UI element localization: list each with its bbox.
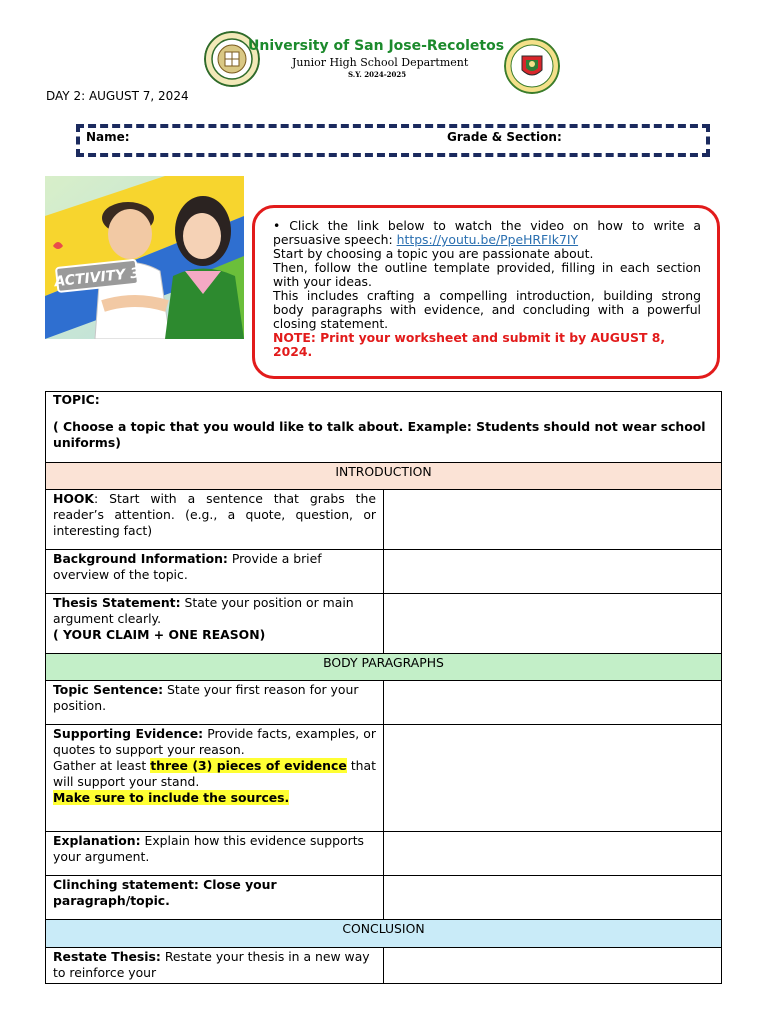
activity-illustration xyxy=(45,176,244,339)
submission-note: NOTE: Print your worksheet and submit it by AUGUST 8, 2024. xyxy=(273,330,666,359)
video-link[interactable]: https://youtu.be/PpeHRFIk7IY xyxy=(396,232,579,247)
instructions-box xyxy=(252,205,720,379)
explanation-label: Explanation: xyxy=(53,833,141,848)
restate-thesis-answer-cell[interactable] xyxy=(384,948,722,984)
explanation-prompt xyxy=(46,832,384,876)
university-name: University of San Jose-Recoletos xyxy=(248,38,505,54)
thesis-text: State your position or main argument clearly. xyxy=(53,595,354,626)
name-label: Name: xyxy=(86,130,130,144)
introduction-header: INTRODUCTION xyxy=(46,463,722,490)
evidence-highlight: three (3) pieces of evidence xyxy=(150,758,347,773)
background-answer-cell[interactable] xyxy=(384,550,722,594)
background-label: Background Information: xyxy=(53,551,228,566)
explanation-text: Explain how this evidence supports your argument. xyxy=(53,833,365,864)
clinching-prompt xyxy=(46,876,384,920)
thesis-label: Thesis Statement: xyxy=(53,595,181,610)
evidence-text: Provide facts, examples, or quotes to support your reason. xyxy=(53,726,376,757)
body-paragraphs-header: BODY PARAGRAPHS xyxy=(46,654,722,681)
topic-instruction: ( Choose a topic that you would like to talk about. Example: Students should not wear school uniforms) xyxy=(53,419,706,450)
topic-label: TOPIC: xyxy=(53,392,100,407)
instruction-video: • Click the link below to watch the video on how to write a persuasive speech: xyxy=(273,218,701,247)
school-year: S.Y. 2024-2025 xyxy=(348,70,407,79)
clinching-label: Clinching statement: Close your paragraph/topic. xyxy=(53,877,277,908)
outline-worksheet-table xyxy=(45,391,722,984)
department-name: Junior High School Department xyxy=(292,56,469,69)
instruction-choose-topic: Start by choosing a topic you are passionate about. xyxy=(273,246,594,261)
explanation-answer-cell[interactable] xyxy=(384,832,722,876)
thesis-claim: ( YOUR CLAIM + ONE REASON) xyxy=(53,627,266,642)
thesis-answer-cell[interactable] xyxy=(384,594,722,654)
name-grade-box xyxy=(76,124,710,157)
hook-prompt xyxy=(46,490,384,550)
background-prompt xyxy=(46,550,384,594)
conclusion-header: CONCLUSION xyxy=(46,920,722,948)
hook-text: : Start with a sentence that grabs the reader’s attention. (e.g., a quote, question, or interesting fact) xyxy=(53,491,376,538)
evidence-sources-note: Make sure to include the sources. xyxy=(53,790,290,805)
evidence-gather-post: that will support your stand. xyxy=(53,758,376,789)
evidence-gather-pre: Gather at least xyxy=(53,758,151,773)
background-text: Provide a brief overview of the topic. xyxy=(53,551,322,582)
day-label: DAY 2: AUGUST 7, 2024 xyxy=(46,89,189,103)
evidence-label: Supporting Evidence: xyxy=(53,726,204,741)
restate-thesis-prompt xyxy=(46,948,384,984)
supporting-evidence-prompt xyxy=(46,725,384,832)
supporting-evidence-answer-cell[interactable] xyxy=(384,725,722,832)
jhs-department-seal-logo xyxy=(504,38,560,94)
activity-badge-text: ACTIVITY 3 xyxy=(53,265,141,291)
topic-sentence-text: State your first reason for your position. xyxy=(53,682,359,713)
topic-cell[interactable] xyxy=(46,392,722,463)
grade-section-label: Grade & Section: xyxy=(447,130,562,144)
topic-sentence-label: Topic Sentence: xyxy=(53,682,164,697)
topic-sentence-prompt xyxy=(46,681,384,725)
thesis-prompt xyxy=(46,594,384,654)
instruction-follow-template: Then, follow the outline template provided, filling in each section with your ideas. xyxy=(273,260,701,289)
hook-answer-cell[interactable] xyxy=(384,490,722,550)
instruction-crafting: This includes crafting a compelling introduction, building strong body paragraphs with evidence, and concluding with a powerful closing statement. xyxy=(273,288,701,331)
topic-sentence-answer-cell[interactable] xyxy=(384,681,722,725)
restate-text: Restate your thesis in a new way to reinforce your xyxy=(53,949,370,980)
hook-label: HOOK xyxy=(53,491,95,506)
restate-label: Restate Thesis: xyxy=(53,949,161,964)
clinching-answer-cell[interactable] xyxy=(384,876,722,920)
